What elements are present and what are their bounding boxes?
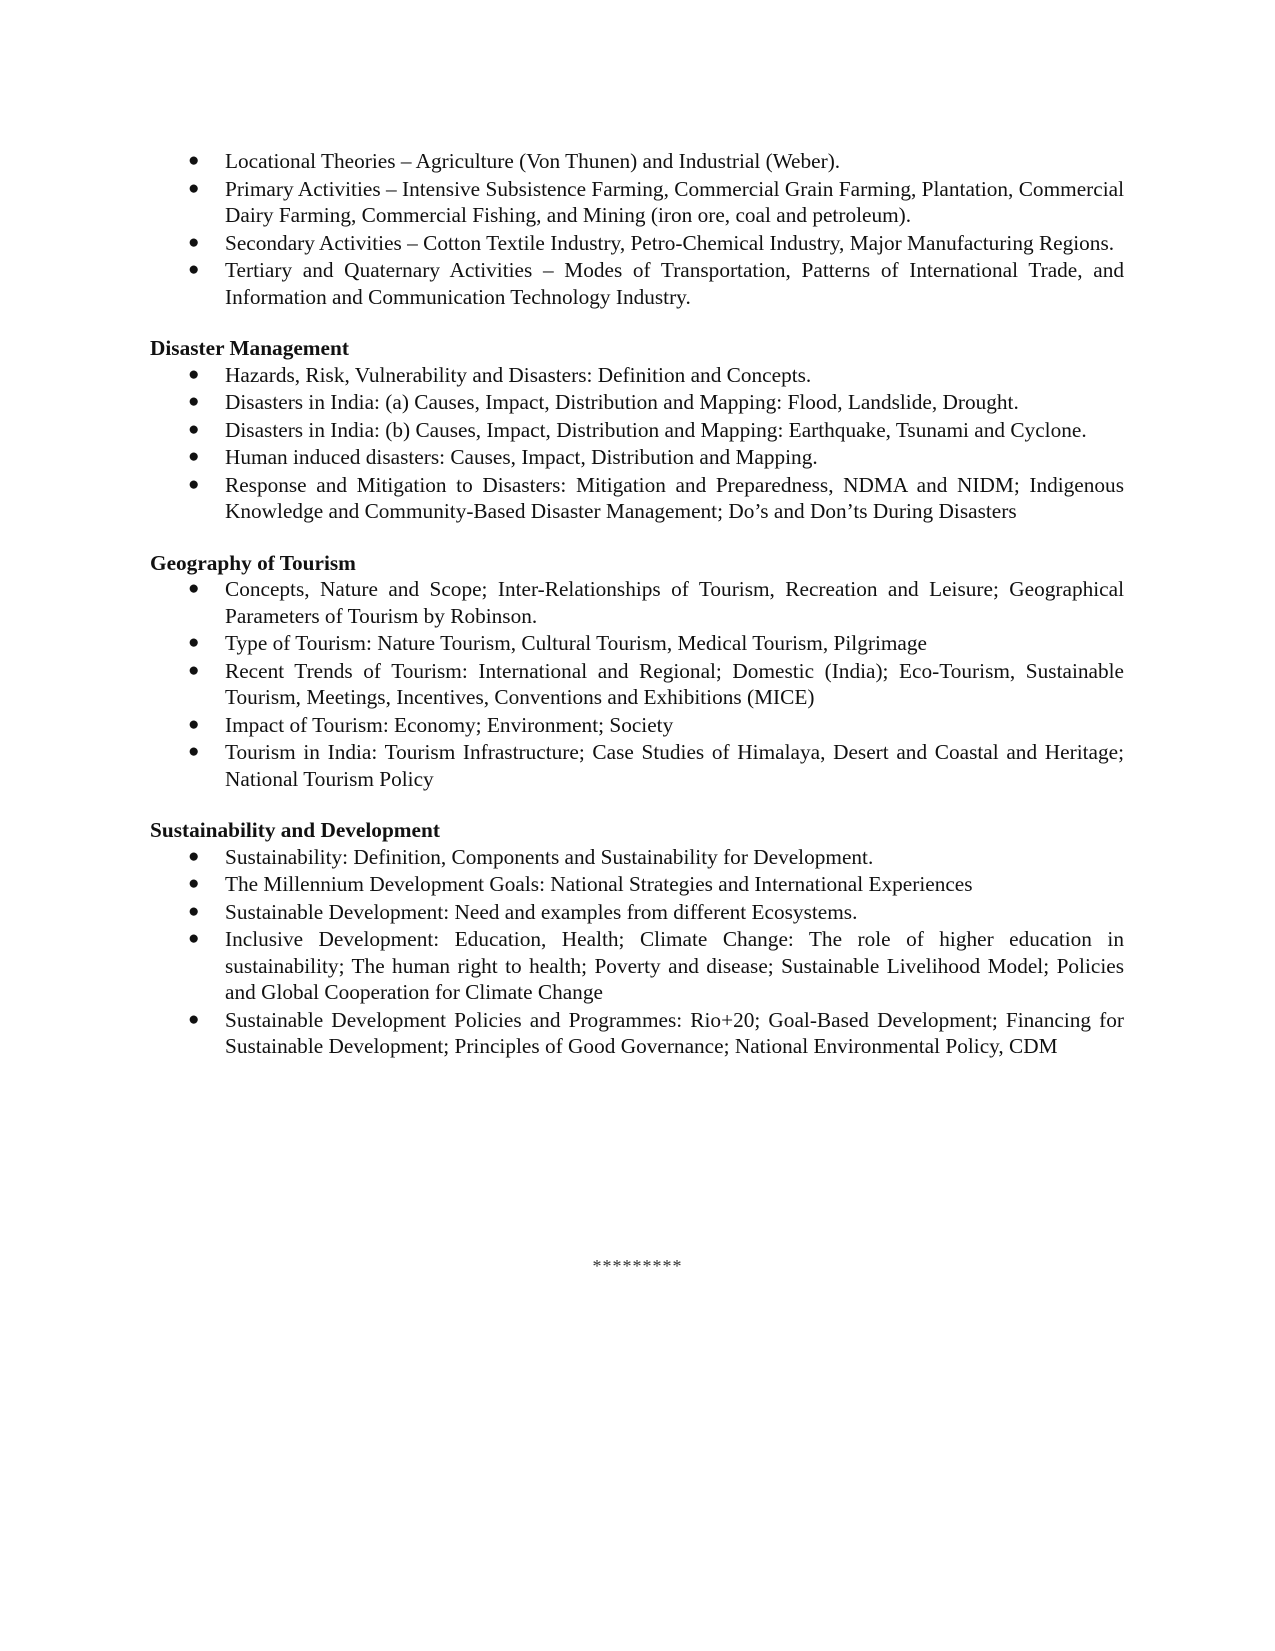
section-sustainability-and-development bbox=[150, 817, 1124, 1060]
list-item: ● The Millennium Development Goals: National Strategies and International Experiences bbox=[188, 872, 973, 896]
list-item: ● Sustainable Development Policies and Programmes: Rio+20; Goal-Based Development; Financing for Sustainable Development; Principles of Good Governance; National Environmental Policy, CDM bbox=[188, 1007, 1124, 1058]
document-page bbox=[150, 148, 1124, 1061]
section-disaster-management bbox=[150, 335, 1124, 525]
list-item: ● Human induced disasters: Causes, Impact, Distribution and Mapping. bbox=[188, 445, 818, 469]
list-item: ● Concepts, Nature and Scope; Inter-Relationships of Tourism, Recreation and Leisure; Geographical Parameters of Tourism by Robinson. bbox=[188, 577, 1124, 628]
bullet-icon: ● bbox=[188, 845, 200, 867]
bullet-icon: ● bbox=[188, 177, 200, 199]
section-geography-of-tourism bbox=[150, 550, 1124, 793]
bullet-icon: ● bbox=[188, 259, 200, 280]
list-item: ● Locational Theories – Agriculture (Von Thunen) and Industrial (Weber). bbox=[188, 149, 841, 173]
list-item: ● Tertiary and Quaternary Activities – Modes of Transportation, Patterns of International Trade, and Information and Communication Technology Industry. bbox=[188, 258, 1124, 309]
bullet-icon: ● bbox=[188, 578, 200, 599]
bullet-icon: ● bbox=[188, 928, 200, 949]
bullet-icon: ● bbox=[188, 1008, 200, 1030]
bullet-icon: ● bbox=[188, 632, 200, 653]
list-item: ● Sustainable Development: Need and examples from different Ecosystems. bbox=[188, 899, 858, 924]
list-item: ● Inclusive Development: Education, Health; Climate Change: The role of higher education in sustainability; The human right to health; Poverty and disease; Sustainable Livelihood Model; Policies and Global Cooperation for Climate Change bbox=[188, 927, 1124, 1004]
bullet-icon: ● bbox=[188, 150, 200, 171]
list-item: ● Response and Mitigation to Disasters: Mitigation and Preparedness, NDMA and NIDM; Indigenous Knowledge and Community-Based Disaster Management; Do’s and Don’ts During Disasters bbox=[188, 472, 1124, 523]
bullet-icon: ● bbox=[188, 741, 200, 762]
list-item: ● Disasters in India: (b) Causes, Impact, Distribution and Mapping: Earthquake, Tsunami and Cyclone. bbox=[188, 417, 1087, 442]
list-item: ● Impact of Tourism: Economy; Environment; Society bbox=[188, 712, 674, 737]
intro-list bbox=[150, 148, 1124, 310]
list-item: ● Type of Tourism: Nature Tourism, Cultural Tourism, Medical Tourism, Pilgrimage bbox=[188, 631, 927, 655]
bullet-icon: ● bbox=[188, 713, 200, 735]
section-heading: Sustainability and Development bbox=[150, 818, 440, 842]
list-item: ● Recent Trends of Tourism: International and Regional; Domestic (India); Eco-Tourism, Sustainable Tourism, Meetings, Incentives, Conventions and Exhibitions (MICE) bbox=[188, 658, 1124, 709]
bullet-icon: ● bbox=[188, 900, 200, 922]
bullet-icon: ● bbox=[188, 391, 200, 412]
section-heading: Geography of Tourism bbox=[150, 550, 356, 575]
tourism-list bbox=[150, 576, 1124, 792]
list-item: ● Hazards, Risk, Vulnerability and Disasters: Definition and Concepts. bbox=[188, 362, 812, 387]
list-item: ● Sustainability: Definition, Components and Sustainability for Development. bbox=[188, 844, 874, 869]
list-item: ● Secondary Activities – Cotton Textile Industry, Petro-Chemical Industry, Major Manufacturing Regions. bbox=[188, 230, 1115, 255]
list-item: ● Tourism in India: Tourism Infrastructure; Case Studies of Himalaya, Desert and Coastal and Heritage; National Tourism Policy bbox=[188, 740, 1124, 791]
bullet-icon: ● bbox=[188, 473, 200, 495]
bullet-icon: ● bbox=[188, 446, 200, 467]
bullet-icon: ● bbox=[188, 363, 200, 385]
sustainability-list bbox=[150, 844, 1124, 1060]
section-heading: Disaster Management bbox=[150, 336, 349, 360]
list-item: ● Primary Activities – Intensive Subsistence Farming, Commercial Grain Farming, Plantation, Commercial Dairy Farming, Commercial Fishing, and Mining (iron ore, coal and petroleum). bbox=[188, 176, 1124, 227]
list-item: ● Disasters in India: (a) Causes, Impact, Distribution and Mapping: Flood, Landslide, Drought. bbox=[188, 390, 1019, 414]
bullet-icon: ● bbox=[188, 418, 200, 440]
bullet-icon: ● bbox=[188, 659, 200, 681]
bullet-icon: ● bbox=[188, 873, 200, 894]
end-of-document-mark: ********* bbox=[592, 1256, 683, 1276]
disaster-list bbox=[150, 362, 1124, 525]
bullet-icon: ● bbox=[188, 231, 200, 253]
